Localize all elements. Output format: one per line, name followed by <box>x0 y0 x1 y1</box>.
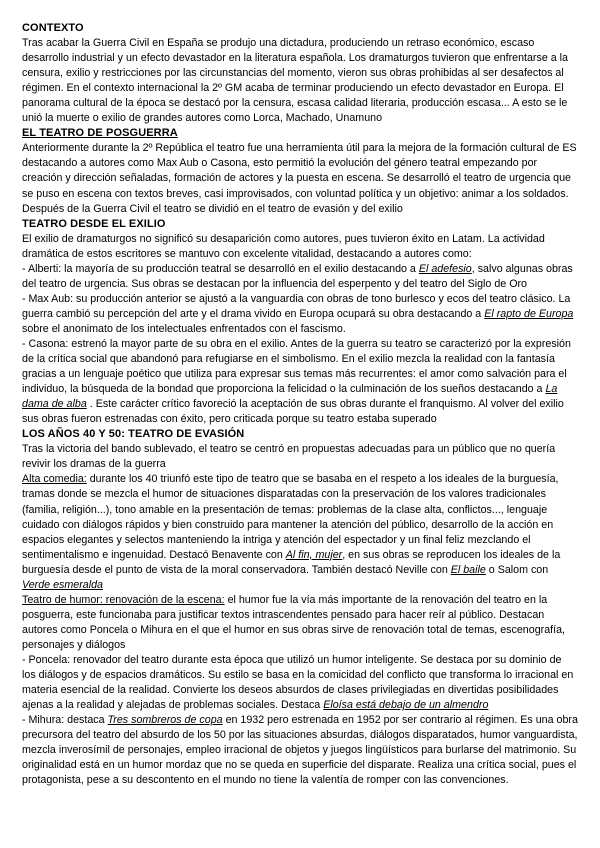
paragraph-evasion-intro: Tras la victoria del bando sublevado, el teatro se centró en propuestas adecuadas para un público que no quería revivir los dramas de la guerra <box>22 443 556 471</box>
paragraph-contexto: Tras acabar la Guerra Civil en España se produjo una dictadura, produciendo un retraso económico, escaso desarrollo industrial y un efecto devastador en la literatura española. Los dramaturgos tuvieron que enfrentarse a la censura, exilio y restricciones por las circunstancias del momento, vieron sus obras prohibidas al ser desafectos al régimen. En el contexto internacional la 2º GM acaba de terminar produciendo un efecto devastador en Europa. El panorama cultural de la época se destacó por la censura, escasa calidad literaria, producción escasa... A esto se le unió la muerte o exilio de grandes autores como Lorca, Machado, Unamuno <box>22 37 568 125</box>
alberti-text-a: - Alberti: la mayoría de su producción teatral se desarrolló en el exilio destacando a <box>22 262 419 275</box>
humor-text: el humor fue la vía más importante de la renovación del teatro en la posguerra, este funcionaba para justificar textos intrascendentes pensado para hacer reír al público. Destacan autores como Poncela o Mihura en el que el humor en sus obras sirve de renovación total de temas, escenografía, personajes y diálogos <box>22 593 565 651</box>
paragraph-teatro-humor <box>22 593 578 653</box>
title-tres-sombreros-de-copa: Tres sombreros de copa <box>107 714 223 727</box>
alta-text-a: durante los 40 triunfó este tipo de teatro que se basaba en el respeto a los ideales de la burguesía, tramas donde se mezcla el humor de situaciones disparatadas con la preservación de los valores tradicionales (familia, religión...), tono amable en la presentación de temas: problemas de la clase alta, conflictos..., lenguaje cuidado con diálogos rápidos y bien construido para mantener la atención del público, desarrollo de la acción en espacios elegantes y selectos manteniendo la intriga y atención del espectador y un final feliz mezclando el sentimentalismo e ingenuidad. Destacó Benavente con <box>22 473 559 561</box>
casona-text-b: . Este carácter crítico favoreció la aceptación de sus obras durante el franquismo. Al volver del exilio sus obras fueron estrenadas con éxito, pero criticada porque su teatro estaba superado <box>22 398 564 426</box>
alberti-text-b: , salvo algunas obras del teatro de urgencia. Sus obras se destacan por la influencia del esperpento y del teatro del Siglo de Oro <box>22 262 573 290</box>
title-el-baile: El baile <box>450 563 486 576</box>
paragraph-poncela <box>22 653 578 713</box>
paragraph-mihura <box>22 713 578 788</box>
alta-text-b: , en sus obras se reproducen los ideales de la burguesía desde el punto de vista de la moral conservadora. También destacó Neville con <box>22 548 561 576</box>
casona-text-a: - Casona: estrenó la mayor parte de su obra en el exilio. Antes de la guerra su teatro se caracterizó por la expresión de la crítica social que abandonó para refugiarse en el simbolismo. En el exilio mezcla la realidad con la fantasía gracias a un lenguaje poético que utiliza para expresar sus temas más recurrentes: el amor como salvación para el individuo, la búsqueda de la bondad que proporciona la felicidad o la culminación de los sueños destacando a <box>22 337 571 396</box>
label-teatro-humor: Teatro de humor: renovación de la escena: <box>22 593 225 606</box>
heading-teatro-exilio: TEATRO DESDE EL EXILIO <box>22 217 166 230</box>
label-alta-comedia: Alta comedia: <box>22 473 87 486</box>
mihura-text-a: - Mihura: destaca <box>22 714 108 727</box>
heading-teatro-evasion: LOS AÑOS 40 Y 50: TEATRO DE EVASIÓN <box>22 428 245 441</box>
aub-text-b: sobre el anonimato de los intelectuales enfrentados con el fascismo. <box>22 322 346 335</box>
title-el-rapto-de-europa: El rapto de Europa <box>484 307 574 320</box>
title-verde-esmeralda: Verde esmeralda <box>22 578 103 591</box>
aub-text-a: - Max Aub: su producción anterior se ajustó a la vanguardia con obras de tono burlesco y ecos del teatro clásico. La guerra cambió su percepción del arte y el drama vivido en Europa ocupará su obra destacando a <box>22 292 571 320</box>
heading-teatro-posguerra: EL TEATRO DE POSGUERRA <box>22 127 178 140</box>
title-la-dama-de-alba: La dama de alba <box>22 383 558 411</box>
paragraph-alberti <box>22 262 578 292</box>
paragraph-casona <box>22 337 578 427</box>
mihura-text-b: en 1932 pero estrenada en 1952 por ser contrario al régimen. Es una obra precursora del teatro del absurdo de los 50 por las situaciones absurdas, diálogos disparatados, humor vanguardista, mezcla inverosímil de personajes, empleo irracional de objetos y juegos lingüísticos para burlarse del matrimonio. Su originalidad está en un humor mordaz que no se queda en superficie del disparate. Realiza una crítica social, pues el protagonista, pese a su descontento en el mundo no tiene la valentía de romper con las convenciones. <box>22 714 578 787</box>
title-al-fin-mujer: Al fin, mujer <box>285 548 343 561</box>
paragraph-exilio-intro: El exilio de dramaturgos no significó su desaparición como autores, pues tuvieron éxito en Latam. La actividad dramática de estos escritores se mantuvo con excelente vitalidad, destacando a autores como: <box>22 232 545 260</box>
paragraph-teatro-posguerra: Anteriormente durante la 2º República el teatro fue una herramienta útil para la mejora de la formación cultural de ES destacando a autores como Max Aub o Casona, esto permitió la evolución del género teatral empezando por creación y dirección señaladas, formación de actores y la puesta en escena. Se desarrolló el teatro de urgencia que se puso en escena con textos breves, casi improvisados, con voluntad política y un objetivo: animar a los soldados. Después de la Guerra Civil el teatro se dividió en el teatro de evasión y del exilio <box>22 142 577 215</box>
alta-text-c: o Salom con <box>485 563 549 576</box>
heading-contexto: CONTEXTO <box>22 22 84 34</box>
paragraph-max-aub <box>22 292 578 337</box>
title-el-adefesio: El adefesio <box>418 262 472 275</box>
poncela-text-a: - Poncela: renovador del teatro durante esta época que utilizó un humor inteligente. Se destaca por su dominio de los diálogos y de espacios dramáticos. Su estilo se basa en la comicidad del conflicto que transforma lo irracional en materia esencial de la realidad. Convierte los deseos absurdos de clases privilegiadas en divertidas posibilidades ajenas a la realidad y alejadas de problemas sociales. Destaca <box>22 653 574 712</box>
paragraph-alta-comedia <box>22 472 578 592</box>
title-eloisa-almendro: Eloísa está debajo de un almendro <box>323 699 489 712</box>
